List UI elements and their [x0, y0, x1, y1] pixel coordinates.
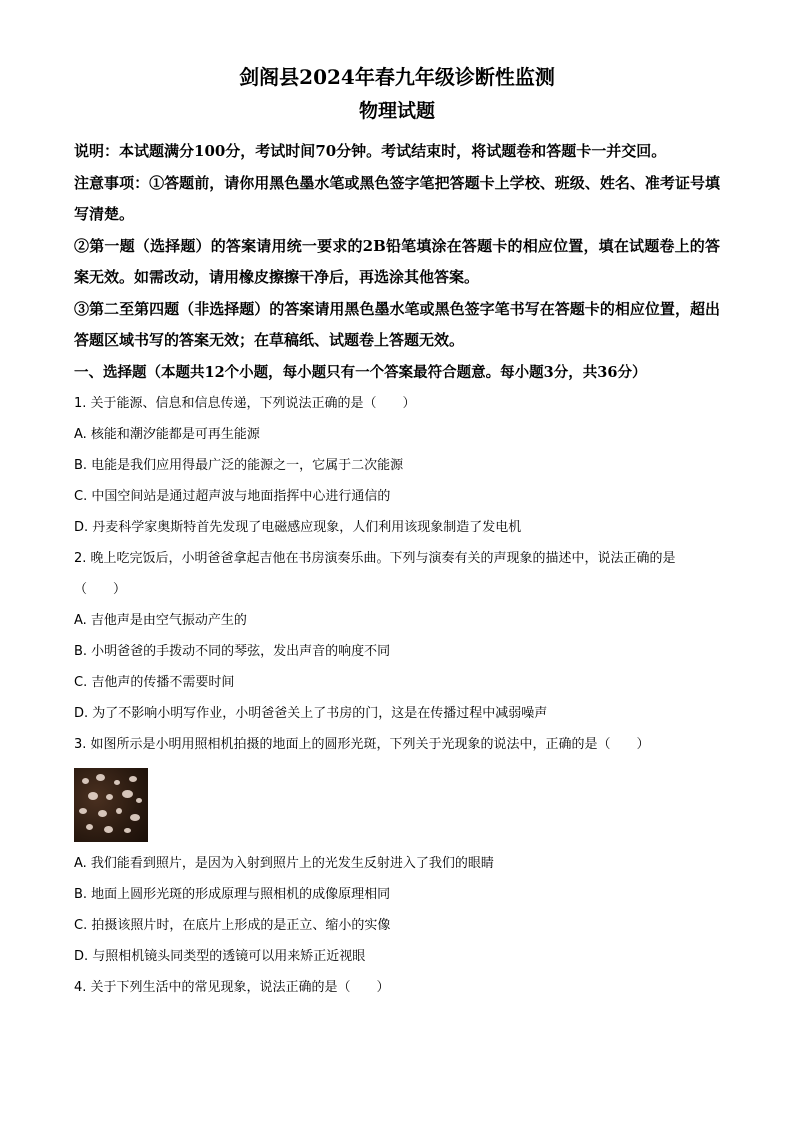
option-b: B. 小明爸爸的手拨动不同的琴弦，发出声音的响度不同: [74, 643, 391, 659]
page-title: 剑阁县2024年春九年级诊断性监测: [239, 65, 555, 89]
light-spot: [86, 824, 93, 830]
light-spot: [82, 778, 89, 784]
light-spot-photo: [74, 768, 148, 842]
question-1: [74, 388, 720, 543]
option-a: A. 我们能看到照片，是因为入射到照片上的光发生反射进入了我们的眼睛: [74, 855, 494, 871]
option-c: C. 中国空间站是通过超声波与地面指挥中心进行通信的: [74, 488, 391, 504]
light-spot: [88, 792, 98, 800]
option-d: D. 与照相机镜头同类型的透镜可以用来矫正近视眼: [74, 948, 366, 964]
instruction-line: 注意事项：①答题前，请你用黑色墨水笔或黑色签字笔把答题卡上学校、班级、姓名、准考证号填写清楚。: [74, 173, 720, 223]
light-spot: [79, 808, 87, 814]
light-spot: [96, 774, 105, 781]
question-3: [74, 729, 720, 972]
light-spot: [122, 790, 133, 798]
light-spot: [106, 794, 113, 800]
instruction-line: ③第二至第四题（非选择题）的答案请用黑色墨水笔或黑色签字笔书写在答题卡的相应位置，超出答题区域书写的答案无效；在草稿纸、试题卷上答题无效。: [74, 299, 720, 349]
light-spot: [114, 780, 120, 785]
light-spot: [116, 808, 122, 814]
option-d: D. 丹麦科学家奥斯特首先发现了电磁感应现象，人们利用该现象制造了发电机: [74, 519, 522, 535]
option-a: A. 吉他声是由空气振动产生的: [74, 612, 247, 628]
page-subtitle: 物理试题: [358, 100, 435, 122]
question-stem: 2. 晚上吃完饭后，小明爸爸拿起吉他在书房演奏乐曲。下列与演奏有关的声现象的描述中，说法正确的是（ ）: [74, 550, 676, 597]
option-c: C. 吉他声的传播不需要时间: [74, 674, 235, 690]
option-d: D. 为了不影响小明写作业，小明爸爸关上了书房的门，这是在传播过程中减弱噪声: [74, 705, 548, 721]
section-heading: 一、选择题（本题共12个小题，每小题只有一个答案最符合题意。每小题3分，共36分）: [74, 363, 647, 381]
light-spot: [124, 828, 131, 833]
instruction-line: ②第一题（选择题）的答案请用统一要求的2B铅笔填涂在答题卡的相应位置，填在试题卷上的答案无效。如需改动，请用橡皮擦擦干净后，再选涂其他答案。: [74, 236, 720, 286]
option-b: B. 电能是我们应用得最广泛的能源之一，它属于二次能源: [74, 457, 404, 473]
light-spot: [136, 798, 142, 803]
question-stem: 4. 关于下列生活中的常见现象，说法正确的是（ ）: [74, 979, 390, 995]
option-b: B. 地面上圆形光斑的形成原理与照相机的成像原理相同: [74, 886, 391, 902]
question-2: [74, 543, 720, 729]
option-a: A. 核能和潮汐能都是可再生能源: [74, 426, 260, 442]
question-stem: 1. 关于能源、信息和信息传递，下列说法正确的是（ ）: [74, 395, 416, 411]
instruction-line: 说明：本试题满分100分，考试时间70分钟。考试结束时，将试题卷和答题卡一并交回。: [74, 142, 667, 160]
option-c: C. 拍摄该照片时，在底片上形成的是正立、缩小的实像: [74, 917, 391, 933]
light-spot: [129, 776, 137, 782]
question-4: [74, 972, 720, 1003]
question-stem: 3. 如图所示是小明用照相机拍摄的地面上的圆形光斑，下列关于光现象的说法中，正确的是（ ）: [74, 736, 650, 752]
light-spot: [98, 810, 107, 817]
light-spot: [104, 826, 113, 833]
light-spot: [130, 814, 140, 821]
